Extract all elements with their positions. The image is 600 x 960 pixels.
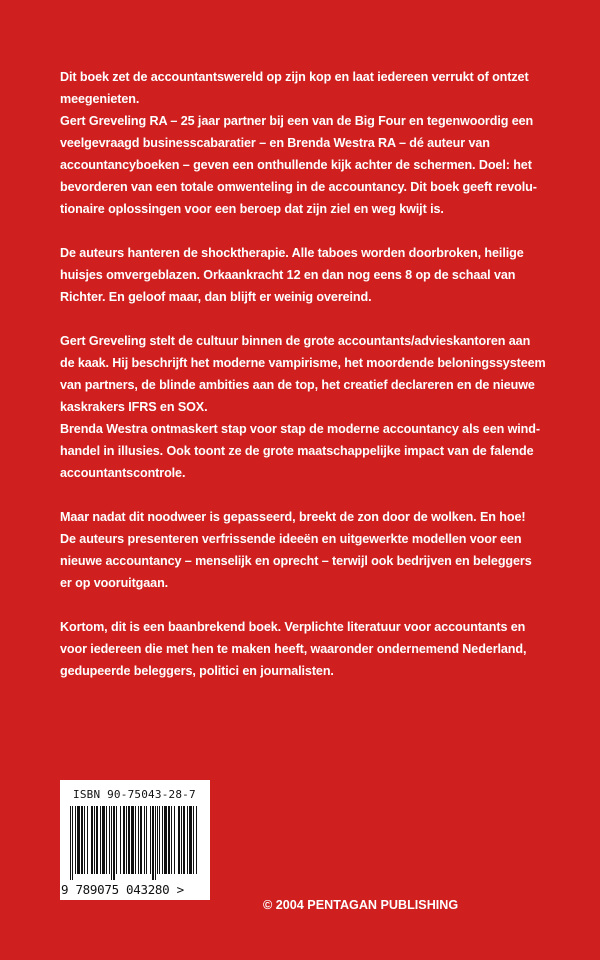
blurb-line: veelgevraagd businesscabaratier – en Brenda Westra RA – dé auteur van	[60, 136, 490, 150]
blurb-line: voor iedereen die met hen te maken heeft, waaronder ondernemend Nederland,	[60, 642, 527, 656]
barcode-bar	[113, 806, 115, 880]
barcode-bar	[131, 806, 134, 874]
barcode-bar	[155, 806, 156, 880]
publisher-copyright: © 2004 PENTAGAN PUBLISHING	[263, 898, 459, 912]
barcode-bar	[196, 806, 197, 874]
blurb-line: handel in illusies. Ook toont ze de grote maatschappelijke impact van de falende	[60, 444, 534, 458]
blurb-line: accountancyboeken – geven een onthullende kijk achter de schermen. Doel: het	[60, 158, 532, 172]
barcode-bar	[135, 806, 136, 874]
barcode-bar	[81, 806, 83, 874]
barcode-bar	[84, 806, 85, 874]
barcode-bar	[128, 806, 130, 874]
barcode-bar	[171, 806, 172, 874]
blurb-line: van partners, de blinde ambities aan de top, het creatief declareren en de nieuwe	[60, 378, 535, 392]
back-cover-blurb	[60, 66, 560, 704]
barcode-bar	[140, 806, 142, 874]
barcode-bar	[120, 806, 121, 874]
barcode-bar	[109, 806, 110, 874]
blurb-line: kaskrakers IFRS en SOX.	[60, 400, 208, 414]
barcode-bar	[174, 806, 175, 874]
barcode-bar	[75, 806, 76, 874]
blurb-line: De auteurs hanteren de shocktherapie. Alle taboes worden doorbroken, heilige	[60, 246, 524, 260]
barcode-bar	[181, 806, 182, 874]
barcode-bar	[91, 806, 93, 874]
barcode-bar	[152, 806, 154, 880]
blurb-line: Maar nadat dit noodweer is gepasseerd, breekt de zon door de wolken. En hoe!	[60, 510, 526, 524]
blurb-paragraph	[60, 330, 560, 484]
barcode-bar	[106, 806, 107, 874]
blurb-line: De auteurs presenteren verfrissende ideeën en uitgewerkte modellen voor een	[60, 532, 522, 546]
barcode-bar	[164, 806, 167, 874]
blurb-paragraph	[60, 242, 560, 308]
isbn-label: ISBN 90-75043-28-7	[73, 788, 196, 801]
blurb-line: Kortom, dit is een baanbrekend boek. Verplichte literatuur voor accountants en	[60, 620, 526, 634]
barcode-bar	[70, 806, 71, 880]
barcode-bar	[96, 806, 98, 874]
barcode-bar	[138, 806, 139, 874]
blurb-paragraph	[60, 66, 560, 220]
barcode-bar	[157, 806, 158, 874]
barcode-bar	[144, 806, 145, 874]
barcode-bar	[126, 806, 127, 874]
barcode-bar	[72, 806, 73, 880]
blurb-line: Brenda Westra ontmaskert stap voor stap de moderne accountancy als een wind-	[60, 422, 540, 436]
barcode-bar	[168, 806, 170, 874]
barcode-bar	[111, 806, 112, 880]
barcode-bar	[77, 806, 80, 874]
blurb-paragraph	[60, 506, 560, 594]
barcode-bar	[150, 806, 151, 874]
blurb-line: de kaak. Hij beschrijft het moderne vampirisme, het moordende beloningssysteem	[60, 356, 546, 370]
blurb-line: nieuwe accountancy – menselijk en oprecht – terwijl ook bedrijven en beleggers	[60, 554, 532, 568]
blurb-paragraph	[60, 616, 560, 682]
blurb-line: bevorderen van een totale omwenteling in de accountancy. Dit boek geeft revolu-	[60, 180, 537, 194]
blurb-line: er op vooruitgaan.	[60, 576, 169, 590]
barcode-bar	[162, 806, 163, 874]
barcode-bar	[178, 806, 180, 874]
barcode-bar	[123, 806, 125, 874]
barcode-bar	[159, 806, 160, 874]
barcode-bar	[102, 806, 105, 874]
blurb-line: accountantscontrole.	[60, 466, 186, 480]
barcode-bar	[193, 806, 194, 874]
barcode-bar	[87, 806, 88, 874]
blurb-line: Dit boek zet de accountantswereld op zijn kop en laat iedereen verrukt of ontzet	[60, 70, 529, 84]
blurb-line: Richter. En geloof maar, dan blijft er weinig overeind.	[60, 290, 372, 304]
isbn-barcode	[60, 780, 210, 900]
blurb-line: gedupeerde beleggers, politici en journalisten.	[60, 664, 334, 678]
barcode-bar	[183, 806, 185, 874]
blurb-line: meegenieten.	[60, 92, 140, 106]
barcode-bar	[94, 806, 95, 874]
blurb-line: Gert Greveling RA – 25 jaar partner bij een van de Big Four en tegenwoordig een	[60, 114, 534, 128]
blurb-line: Gert Greveling stelt de cultuur binnen de grote accountants/advieskantoren aan	[60, 334, 531, 348]
barcode-bar	[187, 806, 188, 874]
blurb-line: huisjes omvergeblazen. Orkaankracht 12 en dan nog eens 8 op de schaal van	[60, 268, 516, 282]
barcode-bar	[189, 806, 192, 874]
barcode-bars	[70, 806, 200, 880]
barcode-bar	[100, 806, 101, 874]
barcode-bar	[146, 806, 147, 874]
blurb-line: tionaire oplossingen voor een beroep dat zijn ziel en weg kwijt is.	[60, 202, 444, 216]
barcode-bar	[116, 806, 117, 874]
ean-digits: 9 789075 043280 >	[61, 882, 184, 897]
